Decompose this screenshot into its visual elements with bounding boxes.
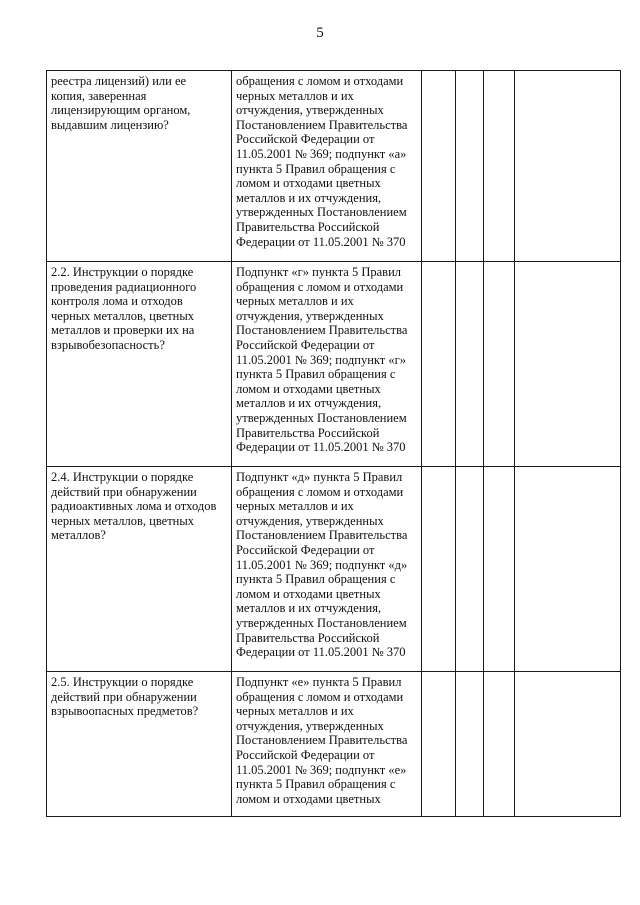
question-text: 2.4. Инструкции о порядке действий при обнаружении радиоактивных лома и отходов черных металлов, цветных металлов? <box>51 470 217 543</box>
answer-yes-cell[interactable] <box>422 672 456 817</box>
answer-yes-cell[interactable] <box>422 71 456 262</box>
answer-no-cell[interactable] <box>456 262 484 467</box>
question-cell <box>47 262 232 467</box>
norm-reference-text: Подпункт «д» пункта 5 Правил обращения с ломом и отходами черных металлов и их отчуждения, утвержденных Постановлением Правительства Российской Федерации от 11.05.2001 № 369; подпункт «д» пункта 5 Правил обращения с ломом и отходами цветных металлов и их отчуждения, утвержденных Постановлением Правительства Российской Федерации от 11.05.2001 № 370 <box>236 470 408 660</box>
question-text: 2.5. Инструкции о порядке действий при обнаружении взрывоопасных предметов? <box>51 675 199 719</box>
table-row <box>47 467 621 672</box>
norm-reference-cell <box>232 71 422 262</box>
checklist-table <box>46 70 621 817</box>
question-cell <box>47 467 232 672</box>
answer-no-cell[interactable] <box>456 71 484 262</box>
page-number: 5 <box>316 25 324 41</box>
note-cell[interactable] <box>515 672 621 817</box>
answer-yes-cell[interactable] <box>422 262 456 467</box>
question-text: реестра лицензий) или ее копия, заверенная лицензирующим органом, выдавшим лицензию? <box>51 74 191 132</box>
answer-not-applicable-cell[interactable] <box>484 672 515 817</box>
norm-reference-cell <box>232 262 422 467</box>
table-row <box>47 262 621 467</box>
note-cell[interactable] <box>515 467 621 672</box>
norm-reference-cell <box>232 672 422 817</box>
question-text: 2.2. Инструкции о порядке проведения радиационного контроля лома и отходов черных металлов, цветных металлов и проверки их на взрывобезопасность? <box>51 265 197 352</box>
answer-not-applicable-cell[interactable] <box>484 71 515 262</box>
norm-reference-text: Подпункт «е» пункта 5 Правил обращения с ломом и отходами черных металлов и их отчуждения, утвержденных Постановлением Правительства Российской Федерации от 11.05.2001 № 369; подпункт «е» пункта 5 Правил обращения с ломом и отходами цветных <box>236 675 408 806</box>
answer-not-applicable-cell[interactable] <box>484 262 515 467</box>
table-row <box>47 672 621 817</box>
norm-reference-text: обращения с ломом и отходами черных металлов и их отчуждения, утвержденных Постановлением Правительства Российской Федерации от 11.05.2001 № 369; подпункт «а» пункта 5 Правил обращения с ломом и отходами цветных металлов и их отчуждения, утвержденных Постановлением Правительства Российской Федерации от 11.05.2001 № 370 <box>236 74 408 249</box>
table-row <box>47 71 621 262</box>
note-cell[interactable] <box>515 71 621 262</box>
answer-no-cell[interactable] <box>456 467 484 672</box>
question-cell <box>47 672 232 817</box>
norm-reference-cell <box>232 467 422 672</box>
answer-yes-cell[interactable] <box>422 467 456 672</box>
answer-no-cell[interactable] <box>456 672 484 817</box>
question-cell <box>47 71 232 262</box>
norm-reference-text: Подпункт «г» пункта 5 Правил обращения с ломом и отходами черных металлов и их отчуждения, утвержденных Постановлением Правительства Российской Федерации от 11.05.2001 № 369; подпункт «г» пункта 5 Правил обращения с ломом и отходами цветных металлов и их отчуждения, утвержденных Постановлением Правительства Российской Федерации от 11.05.2001 № 370 <box>236 265 408 455</box>
note-cell[interactable] <box>515 262 621 467</box>
answer-not-applicable-cell[interactable] <box>484 467 515 672</box>
